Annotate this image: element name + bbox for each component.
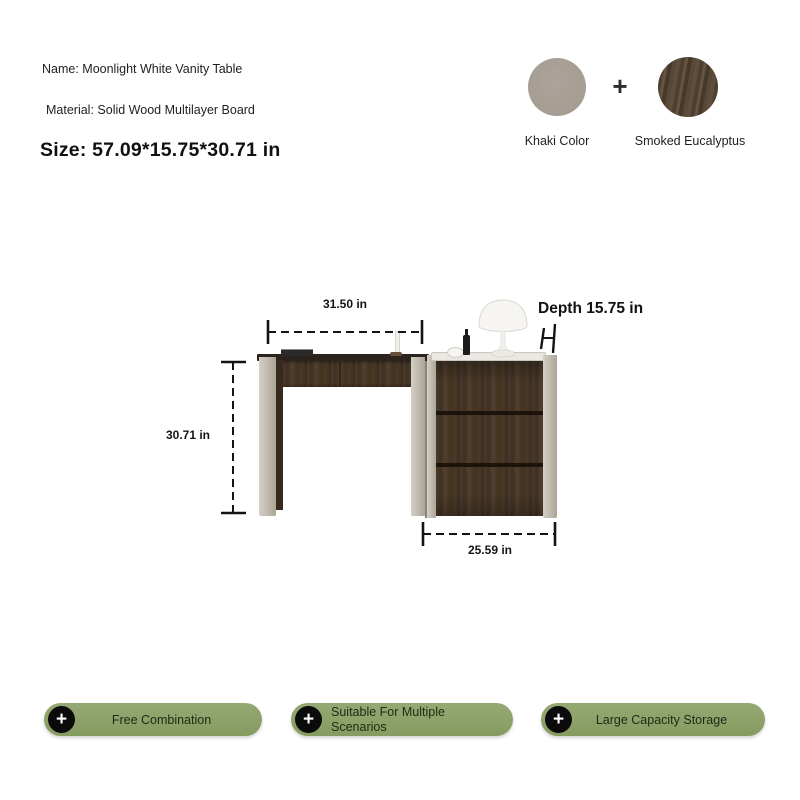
smoked-eucalyptus-swatch (658, 57, 718, 117)
product-name-label: Name: Moonlight White Vanity Table (42, 62, 243, 76)
cabinet-left-pillar (427, 355, 436, 518)
desk-right-leg (411, 357, 425, 516)
cabinet-drawers (436, 361, 543, 516)
plus-icon: + (48, 706, 75, 733)
mushroom-lamp-icon (475, 296, 531, 358)
khaki-color-label: Khaki Color (524, 134, 590, 148)
cabinet-drawer-gap-1 (436, 411, 543, 415)
cabinet-drawer-gap-2 (436, 463, 543, 467)
top-width-dimension: 31.50 in (322, 297, 368, 311)
plus-separator: + (612, 71, 628, 101)
khaki-color-swatch (528, 58, 586, 116)
candle-holder-decor (390, 352, 402, 356)
desk-drawer-divider (339, 362, 341, 386)
book-decor (281, 349, 313, 356)
perfume-bottle-decor (463, 335, 470, 355)
depth-dimension: Depth 15.75 in (538, 300, 644, 317)
smoked-eucalyptus-label: Smoked Eucalyptus (634, 134, 746, 148)
perfume-bottle-neck (465, 329, 468, 336)
badge-multiple-scenarios (291, 703, 513, 736)
badge-large-capacity (541, 703, 765, 736)
product-material-label: Material: Solid Wood Multilayer Board (46, 103, 255, 117)
desk-drawer-apron (283, 361, 411, 387)
left-height-dimension: 30.71 in (165, 428, 210, 442)
badge-label: Large Capacity Storage (595, 712, 728, 727)
bowl-decor (447, 347, 464, 358)
cabinet-right-pillar (543, 355, 557, 518)
plus-icon: + (545, 706, 572, 733)
plus-icon: + (295, 706, 322, 733)
desk-left-leg (259, 357, 276, 516)
bottom-width-dimension: 25.59 in (467, 543, 513, 557)
badge-free-combination (44, 703, 262, 736)
desk-left-leg-inner-edge (276, 360, 283, 510)
badge-label: Suitable For Multiple Scenarios (331, 704, 445, 734)
badge-label: Free Combination (111, 712, 212, 727)
product-size-label: Size: 57.09*15.75*30.71 in (40, 139, 281, 161)
